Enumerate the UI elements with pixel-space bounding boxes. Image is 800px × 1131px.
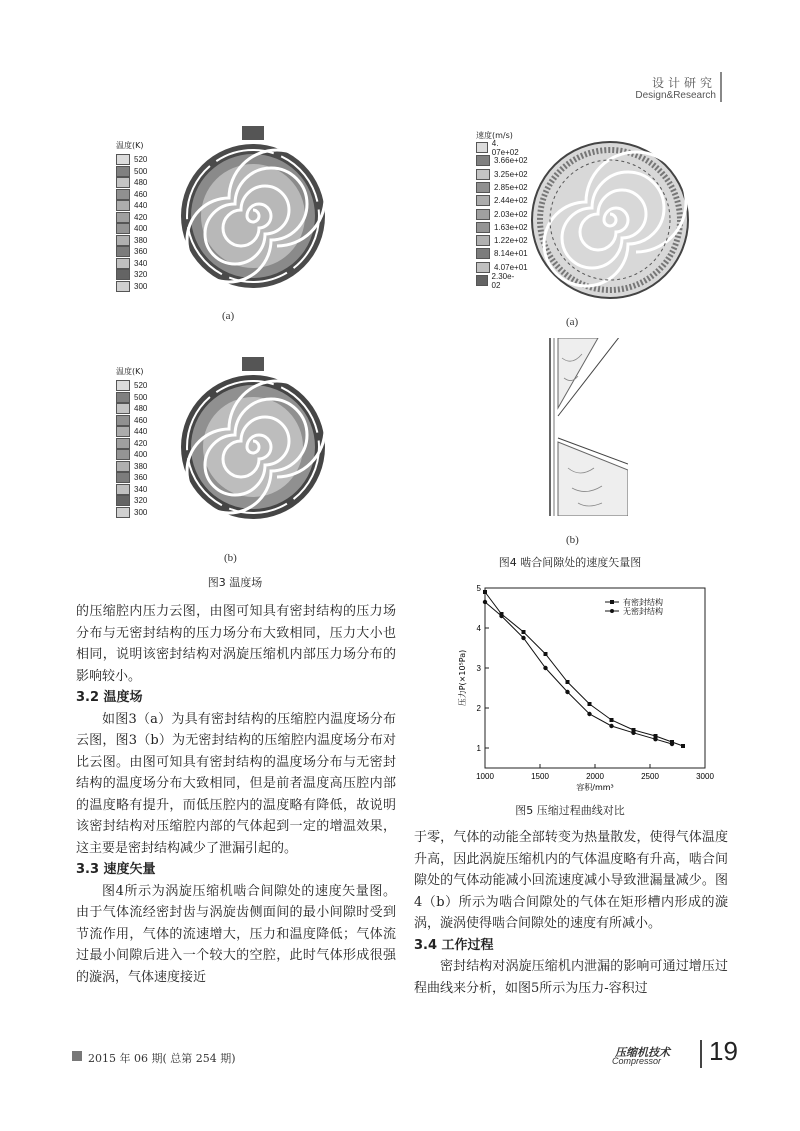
legend-swatch — [116, 281, 130, 292]
legend-entry — [476, 169, 528, 180]
legend-label: 300 — [134, 507, 148, 517]
legend-swatch — [116, 154, 130, 165]
legend-label: 340 — [134, 484, 148, 494]
legend-label: 320 — [134, 270, 148, 279]
legend-entry — [116, 449, 147, 460]
heading-3-2: 3.2 温度场 — [76, 690, 143, 705]
legend-entry — [116, 426, 147, 437]
fig3b-temperature-contour — [178, 355, 328, 523]
legend-swatch — [116, 438, 130, 449]
fig3a-subcaption: (a) — [222, 310, 235, 322]
legend-swatch — [476, 262, 490, 273]
legend-entry — [116, 472, 147, 483]
paragraph: 图4所示为涡旋压缩机啮合间隙处的速度矢量图。由于气体流经密封齿与涡旋齿侧面间的最小间隙时受到节流作用，气体的流速增大，压力和温度降低；气体流过最小间隙后进入一个较大的空腔，此时气体形成很强的漩涡，气体速度接近 — [76, 883, 396, 985]
legend-swatch — [116, 449, 130, 460]
legend-entry — [116, 495, 147, 506]
legend-swatch — [476, 209, 490, 220]
legend-label: 360 — [134, 247, 148, 256]
page-number: 19 — [709, 1036, 738, 1066]
legend-swatch — [116, 269, 130, 280]
legend-entry — [116, 154, 147, 165]
legend-swatch — [476, 248, 490, 259]
data-point — [543, 666, 547, 670]
legend-swatch — [116, 426, 130, 437]
header-divider — [720, 72, 722, 102]
legend-label: 480 — [134, 404, 148, 413]
fig3-caption: 图3 温度场 — [207, 576, 263, 589]
legend-entry — [476, 222, 528, 233]
legend-label: 2.03e+02 — [494, 209, 528, 219]
legend-swatch — [476, 182, 490, 193]
legend-swatch — [116, 189, 130, 200]
x-tick-label: 3000 — [696, 772, 714, 781]
legend-swatch — [116, 403, 130, 414]
y-tick-label: 3 — [476, 664, 481, 673]
legend-label: 500 — [134, 392, 148, 402]
legend-label: 380 — [134, 461, 148, 471]
data-point — [610, 718, 614, 722]
fig4-caption: 图4 啮合间隙处的速度矢量图 — [498, 556, 642, 569]
legend-swatch — [476, 155, 490, 166]
legend-label: 420 — [134, 212, 148, 222]
paragraph: 于零，气体的动能全部转变为热量散发，使得气体温度升高，因此涡旋压缩机内的气体温度略有升高，啮合间隙处的气体动能减小回流速度减小导致泄漏量减少。图4（b）所示为啮合间隙处的气体在矩形槽内形成的漩涡，漩涡使得啮合间隙处的速度有所减小。 — [414, 830, 728, 931]
legend-label: 有密封结构 — [623, 598, 663, 607]
legend-label: 360 — [134, 473, 148, 482]
legend-label: 2.30e-02 — [491, 271, 515, 290]
x-tick-label: 1500 — [531, 772, 549, 781]
legend-label: 1.22e+02 — [494, 236, 528, 246]
legend-swatch — [476, 235, 490, 246]
legend-label: 440 — [134, 201, 148, 210]
legend-entry — [116, 189, 147, 200]
legend-entry — [116, 212, 147, 223]
legend-marker — [610, 600, 614, 604]
legend-swatch — [476, 169, 490, 180]
y-axis-label: 压力P(×10⁵Pa) — [458, 649, 467, 707]
legend-entry — [116, 380, 147, 391]
legend-entry — [116, 223, 147, 234]
legend-swatch — [116, 235, 130, 246]
section-title-cn: 设计研究 — [651, 76, 716, 90]
data-point — [670, 742, 674, 746]
body-left-column — [76, 601, 396, 988]
legend-label: 400 — [134, 450, 148, 459]
footer-divider — [700, 1040, 702, 1068]
data-point — [483, 590, 487, 594]
legend-swatch — [116, 415, 130, 426]
data-point — [565, 690, 569, 694]
journal-brand-en: Compressor — [612, 1056, 662, 1066]
data-point — [587, 712, 591, 716]
legend-label: 320 — [134, 496, 148, 505]
legend-swatch — [116, 472, 130, 483]
journal-brand-cn: 压缩机技术 — [615, 1047, 670, 1059]
legend-label: 4. 07e+02 — [491, 138, 519, 157]
legend-entry — [116, 166, 147, 177]
fig3b-legend-title: 温度(K) — [116, 367, 144, 376]
fig4b-velocity-vector-detail — [528, 338, 628, 516]
legend-entry — [116, 403, 147, 414]
legend-label: 3.66e+02 — [494, 156, 528, 166]
legend-swatch — [116, 461, 130, 472]
legend-label: 520 — [134, 155, 148, 164]
legend-swatch — [116, 484, 130, 495]
legend-swatch — [476, 142, 488, 153]
fig3a-temperature-contour — [178, 124, 328, 292]
paragraph: 密封结构对涡旋压缩机内泄漏的影响可通过增压过程曲线来分析，如图5所示为压力-容积过 — [414, 959, 728, 996]
legend-entry — [116, 281, 147, 292]
data-point — [483, 600, 487, 604]
fig5-caption: 图5 压缩过程曲线对比 — [515, 804, 625, 817]
legend-label: 4.07e+01 — [494, 262, 528, 272]
legend-label: 480 — [134, 178, 148, 187]
data-point — [521, 636, 525, 640]
legend-swatch — [116, 223, 130, 234]
x-tick-label: 2500 — [641, 772, 659, 781]
legend-swatch — [476, 275, 488, 286]
legend-swatch — [476, 222, 490, 233]
y-tick-label: 4 — [476, 624, 481, 633]
legend-entry — [476, 248, 528, 259]
legend-entry — [476, 138, 521, 157]
data-point — [631, 731, 635, 735]
legend-entry — [116, 177, 147, 188]
legend-label: 无密封结构 — [623, 607, 663, 616]
legend-label: 460 — [134, 189, 148, 199]
legend-swatch — [116, 392, 130, 403]
legend-label: 2.85e+02 — [494, 182, 528, 192]
paragraph: 的压缩腔内压力云图，由图可知具有密封结构的压力场分布与无密封结构的压力场分布大致相同，压力大小也相同，说明该密封结构对涡旋压缩机内部压力场分布的影响较小。 — [76, 604, 396, 684]
heading-3-4: 3.4 工作过程 — [414, 937, 494, 953]
fig3b-subcaption: (b) — [224, 552, 237, 564]
legend-entry — [116, 200, 147, 211]
data-point — [681, 744, 685, 748]
legend-marker — [610, 609, 614, 613]
body-right-column — [414, 827, 728, 999]
legend-label: 2.44e+02 — [494, 196, 528, 206]
x-axis-label: 容积/mm³ — [576, 783, 614, 792]
fig4b-subcaption: (b) — [566, 534, 579, 546]
legend-entry — [476, 155, 528, 166]
legend-label: 340 — [134, 258, 148, 268]
legend-swatch — [476, 195, 490, 206]
x-tick-label: 2000 — [586, 772, 604, 781]
legend-entry — [116, 235, 147, 246]
legend-entry — [116, 484, 147, 495]
data-point — [653, 737, 657, 741]
fig3a-legend — [116, 140, 176, 300]
section-title-en: Design&Research — [635, 90, 716, 101]
legend-label: 500 — [134, 166, 148, 176]
legend-entry — [116, 246, 147, 257]
heading-3-3: 3.3 速度矢量 — [76, 862, 156, 877]
data-point — [544, 652, 548, 656]
legend-swatch — [116, 258, 130, 269]
legend-label: 520 — [134, 381, 148, 390]
legend-entry — [116, 461, 147, 472]
data-point — [566, 680, 570, 684]
legend-swatch — [116, 166, 130, 177]
legend-entry — [116, 507, 147, 518]
fig4a-subcaption: (a) — [566, 316, 579, 328]
legend-swatch — [116, 200, 130, 211]
data-point — [609, 724, 613, 728]
legend-label: 8.14e+01 — [494, 249, 528, 259]
legend-swatch — [116, 246, 130, 257]
legend-swatch — [116, 507, 130, 518]
paragraph: 如图3（a）为具有密封结构的压缩腔内温度场分布云图，图3（b）为无密封结构的压缩腔内温度场分布对比云图。由图可知具有密封结构的温度场分布与无密封结构的温度场分布大致相同，但是前者温度高压腔内部的温度略有提升，而低压腔内的温度略有降低，故说明该密封结构对压缩腔内部的气体起到一定的增温效果，这主要是密封结构减少了泄漏引起的。 — [76, 711, 396, 856]
legend-entry — [476, 235, 528, 246]
legend-swatch — [116, 380, 130, 391]
legend-swatch — [116, 212, 130, 223]
legend-entry — [116, 438, 147, 449]
footer-marker — [72, 1051, 82, 1061]
legend-label: 300 — [134, 281, 148, 291]
legend-swatch — [116, 177, 130, 188]
legend-label: 460 — [134, 415, 148, 425]
legend-swatch — [116, 495, 130, 506]
legend-label: 400 — [134, 224, 148, 233]
data-point — [588, 702, 592, 706]
data-point — [522, 630, 526, 634]
footer-issue: 2015 年 06 期( 总第 254 期) — [88, 1052, 236, 1065]
legend-entry — [116, 392, 147, 403]
legend-entry — [476, 182, 528, 193]
x-tick-label: 1000 — [476, 772, 494, 781]
legend-label: 380 — [134, 235, 148, 245]
data-point — [499, 614, 503, 618]
legend-label: 420 — [134, 438, 148, 448]
fig3b-legend — [116, 366, 176, 526]
legend-label: 3.25e+02 — [494, 169, 528, 179]
fig5-pressure-volume-chart — [455, 578, 715, 800]
legend-label: 1.63e+02 — [494, 222, 528, 232]
legend-entry — [116, 415, 147, 426]
fig3a-legend-title: 温度(K) — [116, 141, 144, 150]
legend-entry — [476, 209, 528, 220]
legend-label: 440 — [134, 427, 148, 436]
legend-entry — [116, 269, 147, 280]
y-tick-label: 1 — [476, 744, 481, 753]
legend-entry — [476, 195, 528, 206]
y-tick-label: 2 — [476, 704, 481, 713]
fig4a-legend-title: 速度(m/s) — [476, 131, 513, 140]
y-tick-label: 5 — [476, 584, 481, 593]
legend-entry — [476, 271, 517, 290]
fig4a-velocity-vector-field — [530, 140, 690, 300]
legend-entry — [116, 258, 147, 269]
